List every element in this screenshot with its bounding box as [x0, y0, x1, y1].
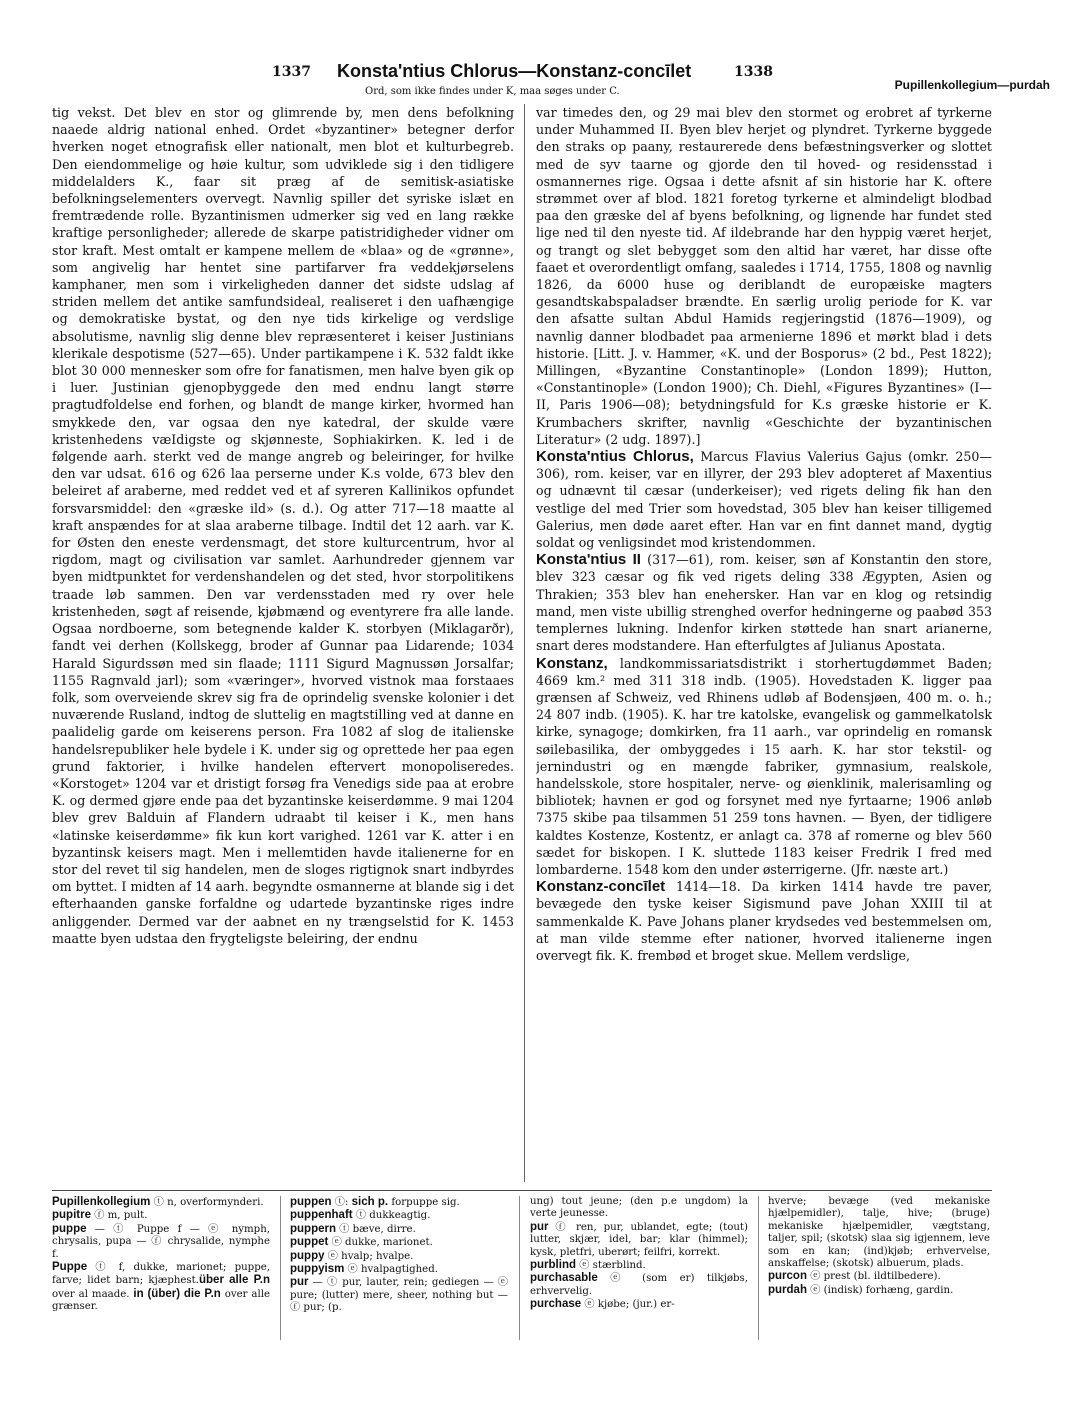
running-title: Konsta'ntius Chlorus—Konstanz-concīlet: [337, 61, 692, 81]
entry-headword: Konstanz,: [536, 654, 608, 672]
glossary-entry: puppen ⓣ: sich p. forpuppe sig.: [290, 1196, 460, 1208]
glossary-entry: purcon ⓔ prest (bl. ildtilbedere).: [768, 1270, 941, 1283]
glossary-entry: pur — ⓣ pur, lauter, rein; gediegen — ⓔ pure; (lutter) mere, sheer, nothing but — ⓕ pur; (p.: [290, 1276, 508, 1314]
entry-headword: Konsta'ntius Chlorus,: [536, 448, 694, 466]
glossary-entry: puppyism ⓔ hvalpagtighed.: [290, 1263, 438, 1276]
glossary-entry: puppenhaft ⓣ dukkeagtig.: [290, 1209, 431, 1222]
entry-headword: Konsta'ntius II: [536, 551, 641, 569]
glossary-divider: [758, 1196, 759, 1340]
glossary-entry: Pupillenkollegium ⓣ n, overformynderi.: [52, 1196, 264, 1208]
entry-konstantius-chlorus: [536, 448, 992, 551]
glossary-column-3: [530, 1196, 748, 1344]
glossary-entry: pur ⓕ ren, pur, ublandet, egte; (tout) lutter, skjær, idel, bar; klar (himmel); kysk, pletfri, uberørt; feilfri, korrekt.: [530, 1220, 748, 1258]
running-title-right: Pupillenkollegium—purdah: [894, 78, 1050, 92]
glossary-entry: puppern ⓣ bæve, dirre.: [290, 1222, 416, 1235]
glossary-entry: Puppe ⓣ f, dukke, marionet; puppe, farve; lidet barn; kjæphest.über alle P.n over al maade. in (über) die P.n over alle grænser.: [52, 1261, 270, 1313]
left-column-text: tig vekst. Det blev en stor og glimrende by, men dens befolkning naaede aldrig national enhed. Ordet «byzantiner» betegner derfor hverken noget etnografisk eller nationalt, men blot et kulturbegreb. Den eiendommelige og høie kultur, som udviklede sig i den tidligere middelalders K., faar sit præg af de semitisk-asiatiske befolkningselementers overvegt. Navnlig spiller det syriske islæt en fremtrædende rolle. Byzantinismen udmerker sig ved en lang række kraftige personligheder; allerede de skarpe patistridigheder vidner om stor kraft. Mest omtalt er kampene mellem de «blaa» og de «grønne», som angivelig har hentet sine partifarver fra veddekjørselens kamphaner, men som i virkeligheden danner det sidste udslag af striden mellem det antike samfundsideal, realiseret i den uafhængige og demokratiske bystat, og den nye tids kirkelige og verdslige absolutisme, navnlig slig denne blev repræsenteret i keiser Justinians klerikale despotisme (527—65). Under partikampene i K. 532 faldt ikke blot 30 000 mennesker som ofre for fanatismen, men halve byen gik op i luer. Justinian gjenopbyggede den med endnu langt større pragtudfoldelse end forhen, og blandt de mange kirker, hvormed han smykkede den, var ogsaa den nye katedral, der skulde være kristenhedens væIdigste og skjønneste, Sophiakirken. K. led i de følgende aarh. sterkt ved de mange angreb og beleiringer, for hvilke den var udsat. 616 og 626 laa perserne under K.s volde, 673 blev den beleiret af araberne, med reddet ved et af syreren Kallinikos opfundet forsvarsmiddel: den «græske ild» (s. d.). Og atter 717—18 maatte al kraft anspændes for at slaa araberne tilbage. Indtil det 12 aarh. var K. for Østen den eneste verdensmagt, det store kulturcentrum, hvor al rigdom, magt og civilisation var samlet. Aarhundreder gjennem var byen midtpunktet for verdenshandelen og det sted, hvor storpolitikens traade løb sammen. Den var verdensstaden med ry over hele kristenheden, søgt af reisende, kjøbmænd og eventyrere fra alle lande. Ogsaa nordboerne, som betegnende kalder K. storbyen (Miklagarðr), fandt vei derhen (Kollskegg, broder af Gunnar paa Lidarende; 1034 Harald Sigurdssøn med sin flaade; 1111 Sigurd Magnussøn Jorsalfar; 1155 Ragnvald jarl); som «væringer», hvorved vistnok maa forstaaes folk, som overveiende skrev sig fra de oprindelig svenske kolonier i det nuværende Rusland, indtog de sluttelig en magtstilling ved at danne en paalidelig garde om keiserens person. Fra 1082 af slog de italienske handelsrepubliker hele bydele i K. under sig og oprettede her paa egen grund faktorier, i hvilke handelen eftervert monopoliseredes. «Korstoget» 1204 var et dristigt forsøg fra Venedigs side paa at erobre K. og dermed gjøre ende paa det byzantinske keiserdømme. 9 mai 1204 blev grev Balduin af Flandern udraabt til keiser i K., men hans «latinske keiserdømme» fik kun kort varighed. 1261 var K. atter i en byzantinsk keisers magt. Men i mellemtiden havde italienerne for en stor del revet til sig handelen, men de sloges rigtignok snart indbyrdes om byttet. I midten af 14 aarh. begyndte osmannerne at blande sig i det efterhaanden ganske forfaldne og udartede byzantinske riges indre anliggender. Dermed var der aabnet en ny trængselstid for K. 1453 maatte byen udstaa den frygteligste beleiring, der endnu: [52, 105, 514, 946]
entry-text: Marcus Flavius Valerius Gajus (omkr. 250—306), rom. keiser, var en illyrer, der 293 blev adopteret af Maxentius og udnævnt til cæsar (underkeiser); ved rigets deling fik han den vestlige del med Trier som hovedstad, 305 blev han keiser tilligemed Galerius, men døde aaret efter. Han var en fint dannet mand, dygtig soldat og venligsindet mod kristendommen.: [536, 449, 992, 551]
header-note: Ord, som ikke findes under K, maa søges under C.: [365, 86, 620, 97]
entry-text: landkommissariatsdistrikt i storhertugdømmet Baden; 4669 km.² med 311 318 indb. (1905). Hovedstaden K. ligger paa grænsen af Schweiz, ved Rhinens udløb af Bodensjøen, 400 m. o. h.; 24 807 indb. (1905). K. har tre katolske, evangelisk og gammelkatolsk kirke, synagoge; domkirken, fra 11 aarh., var oprindelig en romansk søilebasilika, der ombyggedes i 15 aarh. K. har stor tekstil- og jernindustri og en mængde fabriker, gymnasium, realskole, handelsskole, store hospitaler, nerve- og øienklinik, malerisamling og bibliotek; havnen er god og forsynet med nye fyrtaarne; 1906 anløb 7375 skibe paa tilsammen 51 259 tons havnen. — Byen, der tidligere kaldtes Kostenze, Kostentz, er anlagt ca. 378 af romerne og blev 560 sædet for biskopen. I K. sluttede 1183 keiser Fredrik I fred med lombarderne. 1548 kom den under østerrigerne. (Jfr. næste art.): [536, 655, 992, 877]
entry-konstanz: [536, 655, 992, 879]
glossary-column-2: [290, 1196, 508, 1344]
left-column: [52, 104, 514, 1184]
glossary-entry: pupitre ⓕ m, pult.: [52, 1209, 148, 1222]
glossary-entry: puppy ⓔ hvalp; hvalpe.: [290, 1249, 414, 1262]
glossary-entry: purblind ⓔ stærblind.: [530, 1259, 646, 1272]
footer-rule: [52, 1190, 992, 1191]
page-header: [0, 58, 1080, 106]
glossary-divider: [519, 1196, 520, 1340]
right-column: [536, 104, 992, 1184]
glossary-entry: puppe — ⓣ Puppe f — ⓔ nymph, chrysalis, pupa — ⓕ chrysalide, nymphe f.: [52, 1222, 270, 1260]
glossary-column-4: [768, 1196, 990, 1344]
column-divider: [524, 104, 525, 1182]
glossary-column-1: [52, 1196, 270, 1344]
right-column-continuation: var timedes den, og 29 mai blev den stormet og erobret af tyrkerne under Muhammed II. Byen blev herjet og plyndret. Tyrkerne byggede den straks op paany, restaurerede dens befæstningsverker og slottet med de syv taarne og gjorde den til hoved- og residensstad i osmannernes rige. Ogsaa i dette afsnit af sin historie har K. oftere strømmet over af blod. 1821 foretog tyrkerne et almindeligt blodbad paa den græske del af byens befolkning, og lignende har fundet sted lige ned til den nyeste tid. Af ildebrande har den hyppig været herjet, og trangt og slet bebygget som den altid har været, har disse ofte faaet et overordentligt omfang, saaledes i 1714, 1755, 1808 og navnlig 1826, da 6000 huse og deriblandt de europæiske magters gesandtskabspaladser brændte. En særlig urolig periode for K. var den afsatte sultan Abdul Hamids regjeringstid (1876—1909), og navnlig danner blodbadet paa armenierne 1896 et mørkt blad i dets historie. [Litt. J. v. Hammer, «K. und der Bosporus» (2 bd., Pest 1822); Millingen, «Byzantine Constantinople» (London 1899); Hutton, «Constantinople» (London 1900); Ch. Diehl, «Figures Byzantines» (I—II, Paris 1906—08); betydningsfuld for K.s græske historie er K. Krumbachers skrifter, navnlig «Geschichte der byzantinischen Literatur» (2 udg. 1897).]: [536, 105, 992, 447]
glossary-entry: hverve; bevæge (ved mekaniske hjælpemidler), talje, hive; (bruge) mekaniske hjælpemidler, vægtstang, taljer, spil; (skotsk) slaa sig igjennem, leve som en kan; (ind)kjøb; erhvervelse, anskaffelse; (skotsk) albuerum, plads.: [768, 1196, 990, 1270]
glossary-entry: purchasable ⓔ (som er) tilkjøbs, erhvervelig.: [530, 1272, 748, 1297]
glossary-entry: ung) tout jeune; (den p.e ungdom) la verte jeunesse.: [530, 1196, 748, 1220]
entry-konstanz-concilet: [536, 878, 992, 964]
glossary-entry: purdah ⓔ (indisk) forhæng, gardin.: [768, 1283, 954, 1296]
glossary-divider: [280, 1196, 281, 1340]
entry-konstantius-ii: [536, 551, 992, 654]
entry-text: 1414—18. Da kirken 1414 havde tre paver, bevægede den tyske keiser Sigismund pave Johan XXIII til at sammenkalde K. Pave Johans planer krydsedes ved bestemmelsen om, at man vilde stemme efter nationer, hvorved italienerne ingen overvegt fik. K. frembød et broget skue. Mellem verdslige,: [536, 879, 992, 963]
glossary-entry: purchase ⓔ kjøbe; (jur.) er-: [530, 1298, 675, 1311]
entry-headword: Konstanz-concīlet: [536, 878, 666, 896]
page-number-right: 1338: [734, 64, 773, 80]
entry-text: (317—61), rom. keiser, søn af Konstantin den store, blev 323 cæsar og fik ved rigets deling 338 Ægypten, Asien og Thrakien; 353 blev han enehersker. Han var en klog og retsindig mand, men viste ubillig strenghed overfor hedningerne og paabød 353 templernes lukning. Indenfor kirken støttede han snart arianerne, snart deres modstandere. Han efterfulgtes af Julianus Apostata.: [536, 552, 992, 654]
page-number-left: 1337: [272, 64, 311, 80]
glossary-entry: puppet ⓔ dukke, marionet.: [290, 1236, 433, 1249]
